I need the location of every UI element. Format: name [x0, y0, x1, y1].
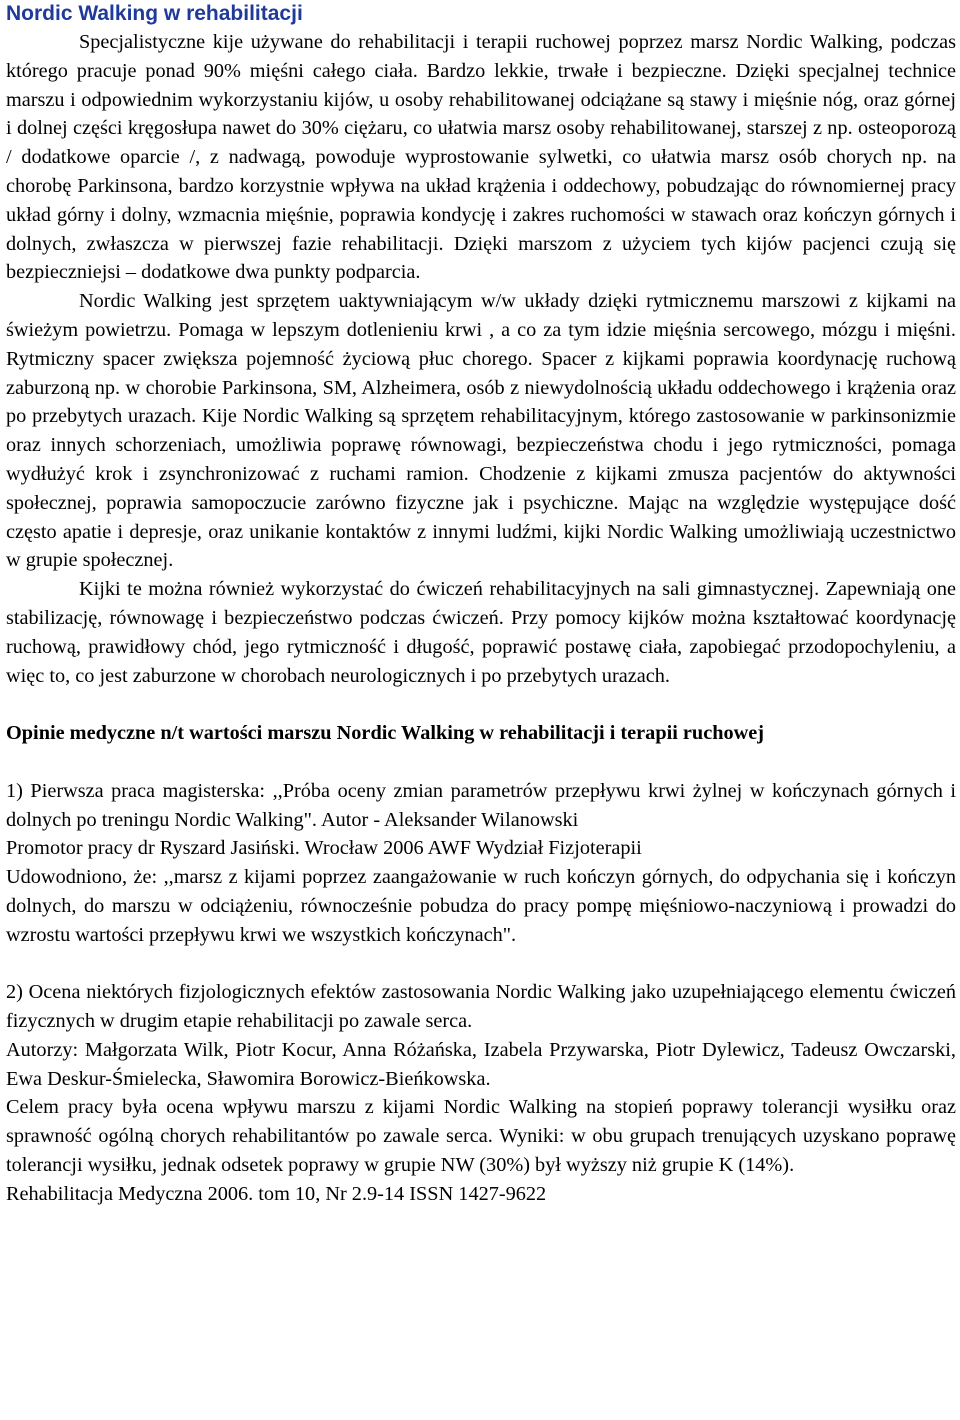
page-title: Nordic Walking w rehabilitacji	[6, 2, 303, 25]
spacer	[6, 748, 956, 777]
spacer	[6, 690, 956, 719]
gym-paragraph: Kijki te można również wykorzystać do ćwiczeń rehabilitacyjnych na sali gimnastycznej. Zapewniają one stabilizację, równowagę i bezpieczeństwo podczas ćwiczeń. Przy pomocy kijków można kształtować koordynację ruchową, prawidłowy chód, jego rytmiczność i długość, poprawić postawę ciała, zapobiegać przodopochyleniu, a więc to, co jest zaburzone w chorobach neurologicznych i po przebytych urazach.	[6, 578, 956, 687]
benefits-paragraph: Nordic Walking jest sprzętem uaktywniającym w/w układy dzięki rytmicznemu marszowi z kijkami na świeżym powietrzu. Pomaga w lepszym dotlenieniu krwi , a co za tym idzie mięśnia sercowego, mózgu i mięśni. Rytmiczny spacer zwiększa pojemność życiową płuc chorego. Spacer z kijkami poprawia koordynację ruchową zaburzoną np. w chorobie Parkinsona, SM, Alzheimera, osób z niewydolnością układu oddechowego i krążenia oraz po przebytych urazach. Kije Nordic Walking są sprzętem rehabilitacyjnym, którego zastosowanie w parkinsonizmie oraz innych schorzeniach, umożliwia poprawę równowagi, bezpieczeństwa chodu i jego rytmiczności, pomaga wydłużyć krok i zsynchronizować z ruchami ramion. Chodzenie z kijkami zmusza pacjentów do aktywności społecznej, poprawia samopoczucie zarówno fizyczne jak i psychiczne. Mając na względzie występujące dość często apatie i depresje, oraz unikanie kontaktów z innymi ludźmi, kijki Nordic Walking umożliwiają uczestnictwo w grupie społecznej.	[6, 290, 956, 572]
study-2-source: Rehabilitacja Medyczna 2006. tom 10, Nr 2.9-14 ISSN 1427-9622	[6, 1182, 547, 1205]
study-2-authors: Autorzy: Małgorzata Wilk, Piotr Kocur, Anna Różańska, Izabela Przywarska, Piotr Dylewicz, Tadeusz Owczarski, Ewa Deskur-Śmielecka, Sławomira Borowicz-Bieńkowska.	[6, 1038, 956, 1090]
section-heading: Opinie medyczne n/t wartości marszu Nordic Walking w rehabilitacji i terapii ruchowej	[6, 722, 765, 745]
study-1-promotor: Promotor pracy dr Ryszard Jasiński. Wrocław 2006 AWF Wydział Fizjoterapii	[6, 837, 642, 860]
study-1-quote: Udowodniono, że: ,,marsz z kijami poprzez zaangażowanie w ruch kończyn górnych, do odpychania się i kończyn dolnych, do marszu w odciążeniu, równocześnie pobudza do pracy pompę mięśniowo-naczyniową i prowadzi do wzrostu wartości przepływu krwi we wszystkich kończynach".	[6, 866, 956, 946]
spacer	[6, 950, 956, 979]
study-2-summary: Celem pracy była ocena wpływu marszu z kijami Nordic Walking na stopień poprawy tolerancji wysiłku oraz sprawność ogólną chorych rehabilitantów po zawale serca. Wyniki: w obu grupach trenujących uzyskano poprawę tolerancji wysiłku, jednak odsetek poprawy w grupie NW (30%) był wyższy niż grupie K (14%).	[6, 1096, 956, 1177]
intro-paragraph: Specjalistyczne kije używane do rehabilitacji i terapii ruchowej poprzez marsz Nordic Walking, podczas którego pracuje ponad 90% mięśni całego ciała. Bardzo lekkie, trwałe i bezpieczne. Dzięki specjalnej technice marszu i odpowiednim wykorzystaniu kijów, u osoby rehabilitowanej odciążane są stawy i mięśnie nóg, oraz górnej i dolnej części kręgosłupa nawet do 30% ciężaru, co ułatwia marsz osoby rehabilitowanej, starszej z np. osteoporozą / dodatkowe oparcie /, z nadwagą, powoduje wyprostowanie sylwetki, co ułatwia marsz osób chorych np. na chorobę Parkinsona, bardzo korzystnie wpływa na układ krążenia i oddechowy, pobudzając do równomiernej pracy układ górny i dolny, wzmacnia mięśnie, poprawia kondycję i zakres ruchomości w stawach oraz kończyn górnych i dolnych, zwłaszcza w pierwszej fazie rehabilitacji. Dzięki marszom z użyciem tych kijów pacjenci czują się bezpieczniejsi – dodatkowe dwa punkty podparcia.	[6, 31, 956, 284]
study-1-intro: 1) Pierwsza praca magisterska: ,,Próba oceny zmian parametrów przepływu krwi żylnej w kończynach górnych i dolnych po treningu Nordic Walking". Autor - Aleksander Wilanowski	[6, 779, 956, 831]
study-2-intro: 2) Ocena niektórych fizjologicznych efektów zastosowania Nordic Walking jako uzupełniającego elementu ćwiczeń fizycznych w drugim etapie rehabilitacji po zawale serca.	[6, 981, 956, 1033]
